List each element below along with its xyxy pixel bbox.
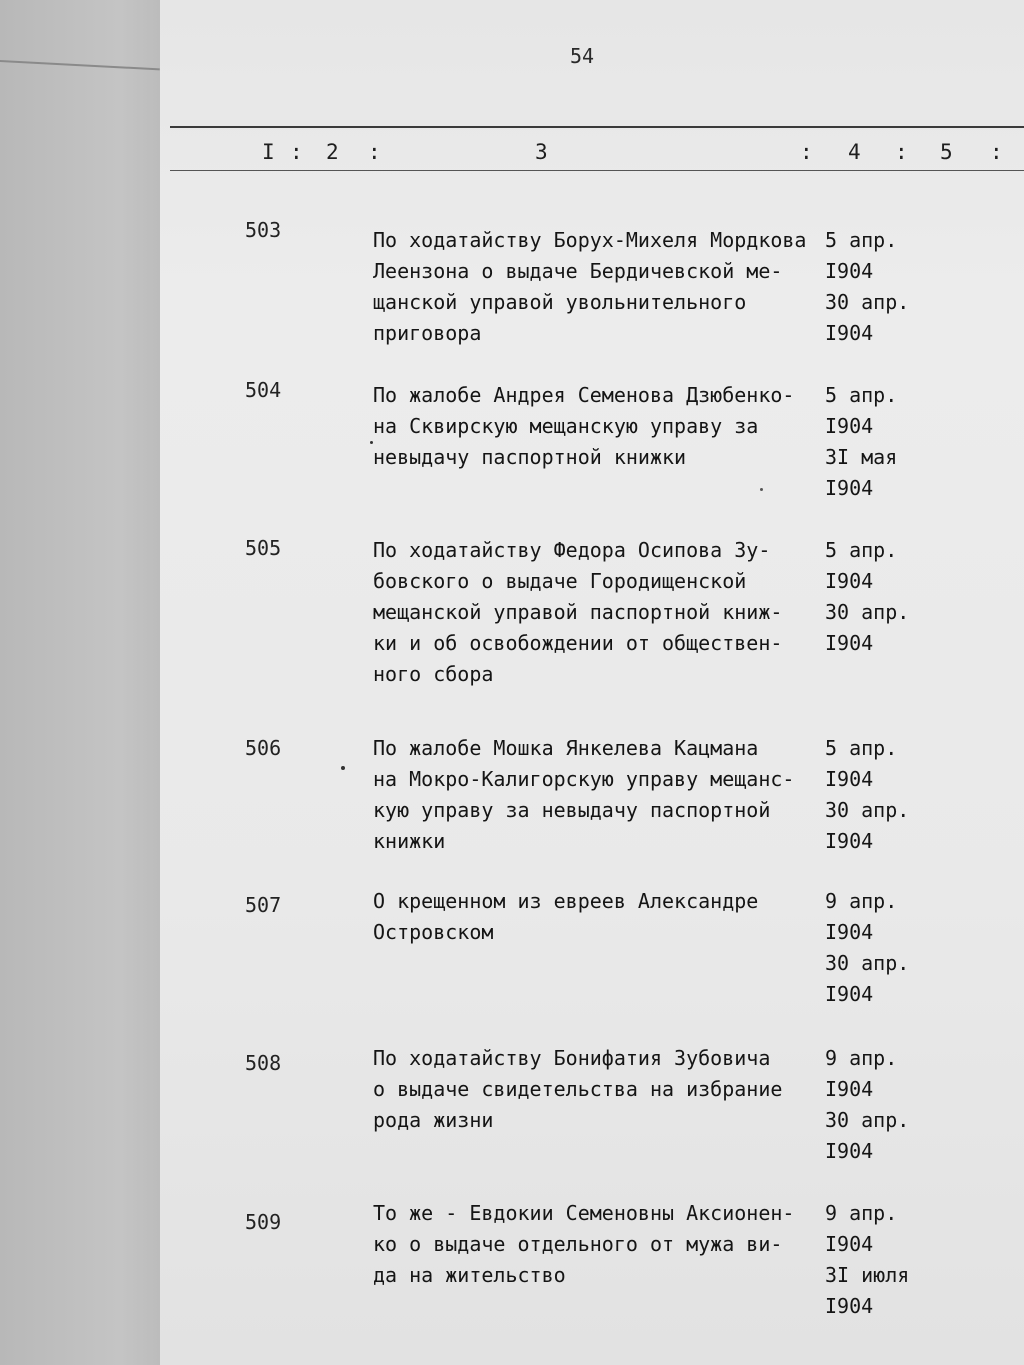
date-end-year: I904: [825, 1294, 874, 1318]
entry-description: [373, 1043, 828, 1136]
date-start: 5 апр.: [825, 736, 898, 760]
entry-description: [373, 225, 828, 349]
date-start: 9 апр.: [825, 1201, 898, 1225]
entry-number: 509: [245, 1210, 282, 1234]
entry-line: рода жизни: [373, 1108, 494, 1132]
entry-line: О крещенном из евреев Александре: [373, 889, 759, 913]
entry-dates: [825, 886, 945, 1010]
col-header-4: 4: [848, 140, 861, 164]
entry-line: По жалобе Мошка Янкелева Кацмана: [373, 736, 759, 760]
entry-description: [373, 380, 828, 473]
date-start-year: I904: [825, 414, 874, 438]
entry-line: По ходатайству Федора Осипова Зу-: [373, 538, 771, 562]
date-end-year: I904: [825, 829, 874, 853]
entry-line: ко о выдаче отдельного от мужа ви-: [373, 1232, 783, 1256]
entry-line: ки и об освобождении от обществен-: [373, 631, 783, 655]
date-start: 5 апр.: [825, 228, 898, 252]
date-end: 30 апр.: [825, 290, 910, 314]
date-start-year: I904: [825, 767, 874, 791]
entry-description: [373, 1198, 828, 1291]
entry-number: 504: [245, 378, 282, 402]
entry-line: щанской управой увольнительного: [373, 290, 747, 314]
col-header-sep: :: [895, 140, 908, 164]
col-header-sep: :: [290, 140, 303, 164]
entry-line: ного сбора: [373, 662, 494, 686]
entry-line: о выдаче свидетельства на избрание: [373, 1077, 783, 1101]
entry-line: да на жительство: [373, 1263, 566, 1287]
entry-dates: [825, 380, 945, 504]
date-start-year: I904: [825, 920, 874, 944]
col-header-1: I: [262, 140, 275, 164]
paper-speck: [370, 441, 373, 444]
date-start: 9 апр.: [825, 1046, 898, 1070]
date-end: 3I мая: [825, 445, 898, 469]
header-bottom-rule: [170, 170, 1024, 171]
date-end-year: I904: [825, 1139, 874, 1163]
entry-line: Островском: [373, 920, 494, 944]
date-end: 30 апр.: [825, 951, 910, 975]
date-end-year: I904: [825, 476, 874, 500]
entry-dates: [825, 535, 945, 659]
date-start-year: I904: [825, 1232, 874, 1256]
entry-dates: [825, 1198, 945, 1322]
paper-speck: [760, 488, 763, 491]
entry-line: Леензона о выдаче Бердичевской ме-: [373, 259, 783, 283]
entry-line: бовского о выдаче Городищенской: [373, 569, 747, 593]
entry-line: книжки: [373, 829, 446, 853]
date-start: 9 апр.: [825, 889, 898, 913]
date-end-year: I904: [825, 321, 874, 345]
entry-line: кую управу за невыдачу паспортной: [373, 798, 771, 822]
previous-page-edge: [0, 0, 160, 1365]
date-end: 3I июля: [825, 1263, 910, 1287]
col-header-sep: :: [990, 140, 1003, 164]
date-start: 5 апр.: [825, 538, 898, 562]
entry-description: [373, 886, 828, 948]
entry-number: 506: [245, 736, 282, 760]
previous-page-rule: [0, 60, 160, 70]
entry-line: невыдачу паспортной книжки: [373, 445, 687, 469]
page-number: 54: [570, 44, 595, 68]
col-header-2: 2: [326, 140, 339, 164]
entry-line: приговора: [373, 321, 482, 345]
date-start-year: I904: [825, 1077, 874, 1101]
entry-line: По ходатайству Бонифатия Зубовича: [373, 1046, 771, 1070]
entry-number: 505: [245, 536, 282, 560]
date-end-year: I904: [825, 982, 874, 1006]
entry-line: мещанской управой паспортной книж-: [373, 600, 783, 624]
date-start-year: I904: [825, 569, 874, 593]
date-end: 30 апр.: [825, 1108, 910, 1132]
entry-description: [373, 535, 828, 690]
header-top-rule: [170, 126, 1024, 128]
date-start: 5 апр.: [825, 383, 898, 407]
entry-dates: [825, 733, 945, 857]
col-header-5: 5: [940, 140, 953, 164]
col-header-sep: :: [368, 140, 381, 164]
entry-line: По ходатайству Борух-Михеля Мордкова: [373, 228, 807, 252]
entry-line: По жалобе Андрея Семенова Дзюбенко-: [373, 383, 795, 407]
entry-line: на Мокро-Калигорскую управу мещанс-: [373, 767, 795, 791]
entry-number: 503: [245, 218, 282, 242]
paper-speck: [341, 766, 345, 770]
col-header-sep: :: [800, 140, 813, 164]
date-start-year: I904: [825, 259, 874, 283]
entry-dates: [825, 225, 945, 349]
entry-number: 508: [245, 1051, 282, 1075]
entry-dates: [825, 1043, 945, 1167]
entry-line: на Сквирскую мещанскую управу за: [373, 414, 759, 438]
date-end: 30 апр.: [825, 798, 910, 822]
date-end-year: I904: [825, 631, 874, 655]
col-header-3: 3: [535, 140, 548, 164]
entry-line: То же - Евдокии Семеновны Аксионен-: [373, 1201, 795, 1225]
entry-description: [373, 733, 828, 857]
entry-number: 507: [245, 893, 282, 917]
date-end: 30 апр.: [825, 600, 910, 624]
